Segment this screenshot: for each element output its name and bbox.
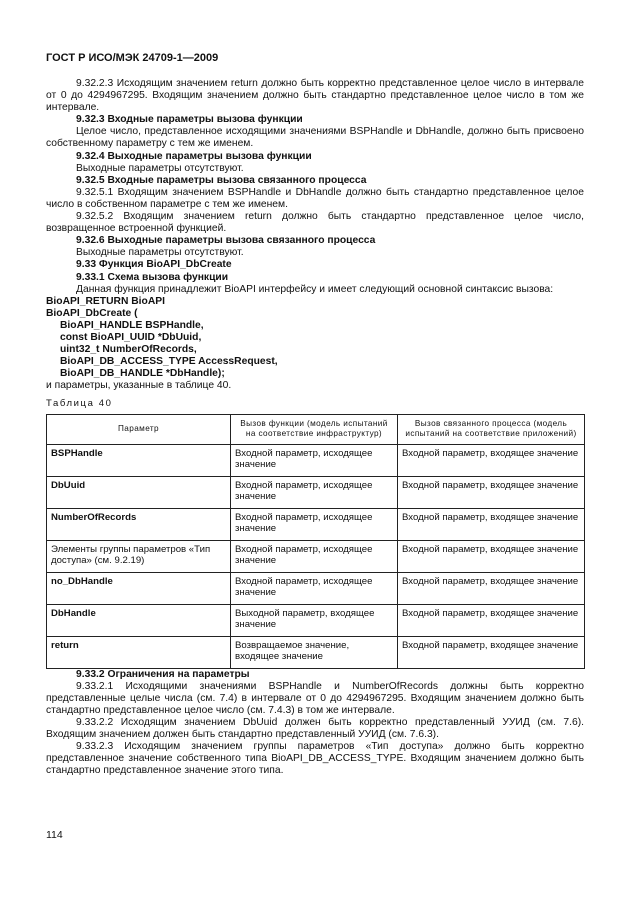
table-row	[47, 572, 585, 604]
table-cell: Входной параметр, входящее значение	[398, 508, 585, 540]
table-cell: Входной параметр, входящее значение	[398, 636, 585, 668]
section-heading: 9.32.6 Выходные параметры вызова связанного процесса	[76, 235, 376, 247]
paragraph: 9.33.2.2 Исходящим значением DbUuid должен быть корректно представленный УУИД (см. 7.6). Входящим значением должен быть стандартно представленный УУИД (см. 7.6.3).	[46, 716, 584, 740]
paragraph: и параметры, указанные в таблице 40.	[46, 380, 232, 392]
table-cell: Входной параметр, входящее значение	[398, 540, 585, 572]
table-cell: return	[47, 636, 231, 668]
table-cell: Возвращаемое значение, входящее значение	[231, 636, 398, 668]
table-row	[47, 508, 585, 540]
paragraph: Выходные параметры отсутствуют.	[76, 247, 244, 259]
code-line: const BioAPI_UUID *DbUuid,	[60, 331, 202, 343]
table-cell: Входной параметр, исходящее значение	[231, 540, 398, 572]
table-header-cell: Вызов связанного процесса (модель испытаний на соответствие приложений)	[398, 414, 585, 444]
section-heading: 9.32.5 Входные параметры вызова связанного процесса	[76, 174, 367, 186]
paragraph: 9.33.2.1 Исходящими значениями BSPHandle и NumberOfRecords должны быть корректно представленные целые числа (см. 7.4) в интервале от 0 до 4294967295. Входящим значением должно быть стандартно представленное целое число (см. 7.4.3) в том же интервале.	[46, 680, 584, 716]
section-heading: 9.33.1 Схема вызова функции	[76, 271, 229, 283]
standard-header: ГОСТ Р ИСО/МЭК 24709-1—2009	[46, 52, 219, 64]
section-heading: 9.32.4 Выходные параметры вызова функции	[76, 150, 312, 162]
paragraph: 9.33.2.3 Исходящим значением группы параметров «Тип доступа» должно быть корректно представленное значение собственного типа BioAPI_DB_ACCESS_TYPE. Входящим значением должно быть стандартно представленное значение этого типа.	[46, 741, 584, 777]
table-cell: Выходной параметр, входящее значение	[231, 604, 398, 636]
table-cell: Входной параметр, исходящее значение	[231, 444, 398, 476]
table-row	[47, 476, 585, 508]
paragraph: Целое число, представленное исходящими значениями BSPHandle и DbHandle, должно быть присвоено собственному параметру с тем же именем.	[46, 126, 584, 150]
table-cell: DbUuid	[47, 476, 231, 508]
body-text	[46, 78, 584, 777]
table-cell: Входной параметр, исходящее значение	[231, 508, 398, 540]
table-cell: Входной параметр, исходящее значение	[231, 572, 398, 604]
table-row	[47, 540, 585, 572]
table-header-cell: Параметр	[47, 414, 231, 444]
table-row	[47, 636, 585, 668]
paragraph: 9.32.5.2 Входящим значением return должно быть стандартно представленное целое число, возвращенное встроенной функцией.	[46, 211, 584, 235]
table-header-cell: Вызов функции (модель испытаний на соответствие инфраструктур)	[231, 414, 398, 444]
code-line: BioAPI_DbCreate (	[46, 307, 138, 319]
code-line: BioAPI_DB_HANDLE *DbHandle);	[60, 368, 225, 380]
table-cell: NumberOfRecords	[47, 508, 231, 540]
page-number: 114	[46, 829, 63, 841]
paragraph: Выходные параметры отсутствуют.	[76, 162, 244, 174]
table-cell: Входной параметр, входящее значение	[398, 572, 585, 604]
paragraph: 9.32.5.1 Входящим значением BSPHandle и DbHandle должно быть стандартно представленное целое число в собственном параметре с тем же именем.	[46, 186, 584, 210]
table-row	[47, 604, 585, 636]
paragraph: Данная функция принадлежит BioAPI интерфейсу и имеет следующий основной синтаксис вызова:	[76, 283, 554, 295]
table-cell: Входной параметр, входящее значение	[398, 444, 585, 476]
paragraph: 9.32.2.3 Исходящим значением return должно быть корректно представленное целое число в интервале от 0 до 4294967295. Входящим значением должно быть стандартно представленное целое число в том же интервале.	[46, 78, 584, 114]
parameters-table	[46, 414, 585, 669]
table-cell: Входной параметр, исходящее значение	[231, 476, 398, 508]
code-line: uint32_t NumberOfRecords,	[60, 344, 197, 356]
section-heading: 9.33.2 Ограничения на параметры	[76, 668, 250, 680]
code-line: BioAPI_DB_ACCESS_TYPE AccessRequest,	[60, 356, 278, 368]
table-row	[47, 444, 585, 476]
section-heading: 9.33 Функция BioAPI_DbCreate	[76, 259, 232, 271]
section-heading: 9.32.3 Входные параметры вызова функции	[76, 114, 303, 126]
table-cell: Входной параметр, входящее значение	[398, 476, 585, 508]
table-cell: Входной параметр, входящее значение	[398, 604, 585, 636]
table-cell: DbHandle	[47, 604, 231, 636]
table-cell: Элементы группы параметров «Тип доступа» (см. 9.2.19)	[47, 540, 231, 572]
code-line: BioAPI_RETURN BioAPI	[46, 295, 165, 307]
table-cell: no_DbHandle	[47, 572, 231, 604]
table-cell: BSPHandle	[47, 444, 231, 476]
table-caption: Таблица 40	[46, 398, 113, 410]
code-line: BioAPI_HANDLE BSPHandle,	[60, 319, 204, 331]
